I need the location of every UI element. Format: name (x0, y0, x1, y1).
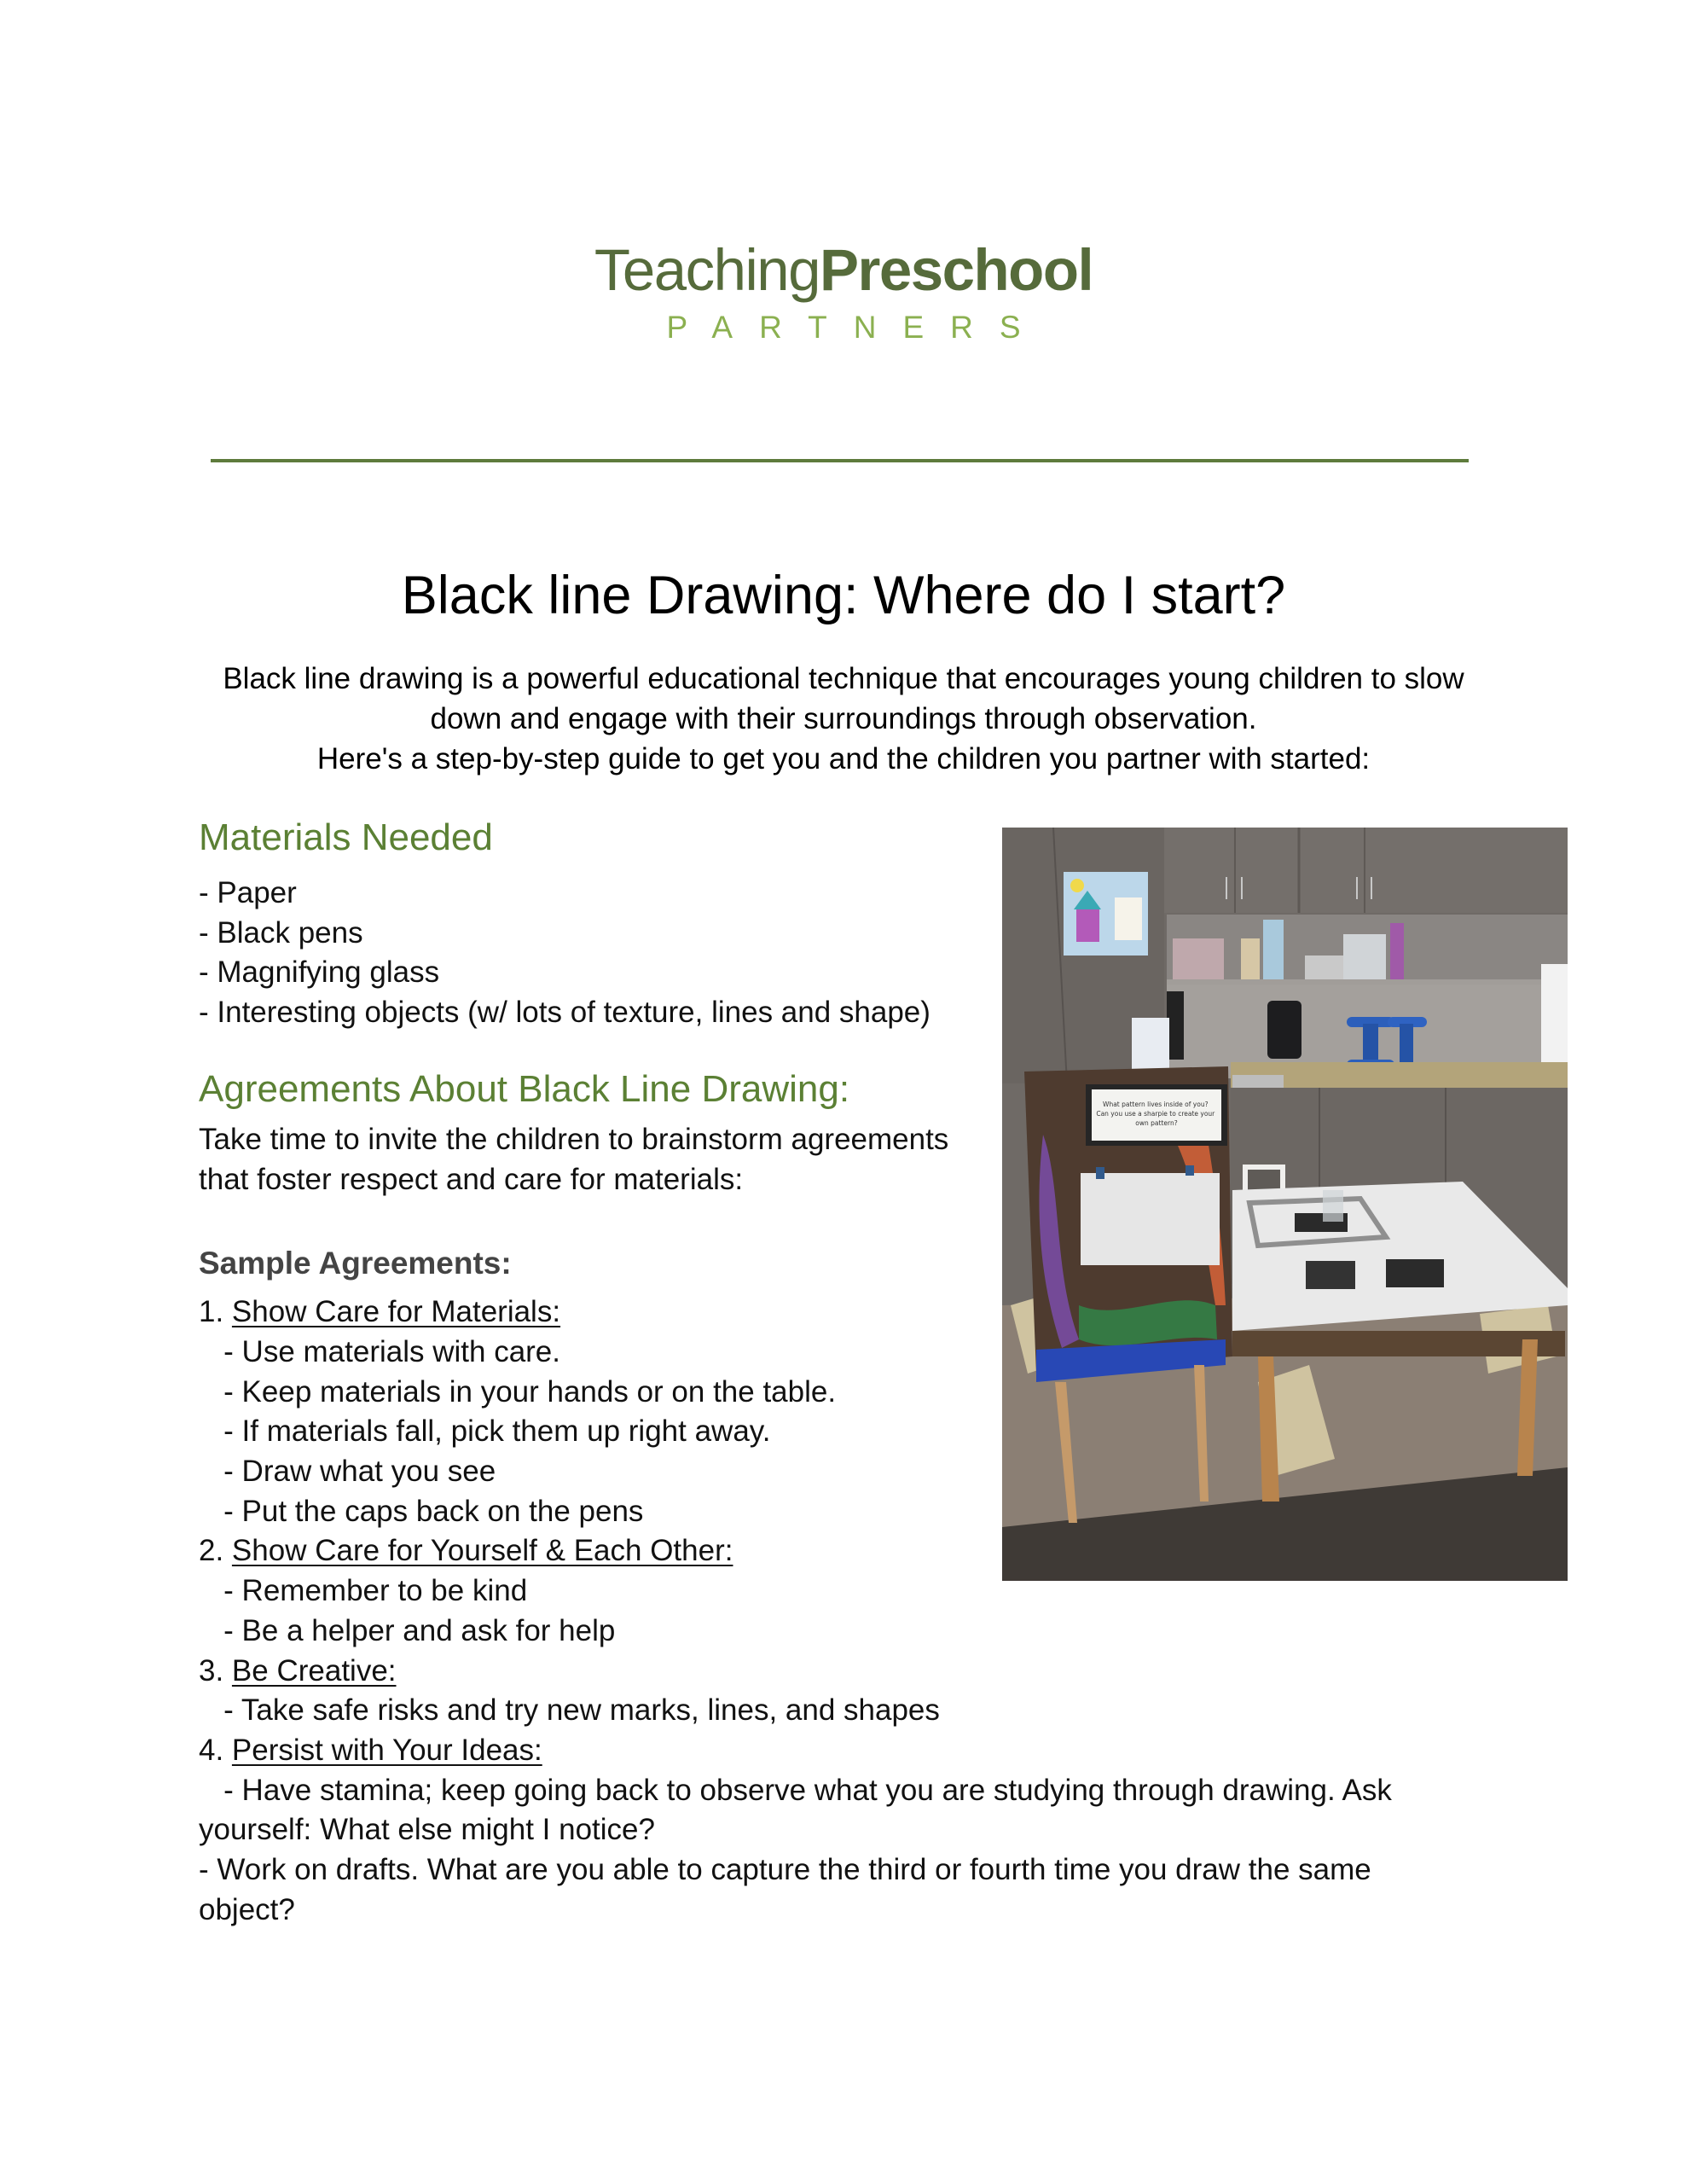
agreement-item: - Have stamina; keep going back to observe what you are studying through drawing. Ask (199, 1773, 1392, 1807)
classroom-photo-illustration (1002, 828, 1568, 1581)
agreement-item: - If materials fall, pick them up right away. (199, 1414, 771, 1449)
page-title: Black line Drawing: Where do I start? (401, 566, 1286, 625)
agreement-title-text: Persist with Your Ideas: (231, 1733, 542, 1767)
agreement-item: - Remember to be kind (199, 1574, 528, 1608)
intro-line: down and engage with their surroundings through observation. (430, 702, 1257, 735)
agreement-item: - Work on drafts. What are you able to capture the third or fourth time you draw the same (199, 1853, 1371, 1887)
easel-sign-text: What pattern lives inside of you? Can you use a sharpie to create your own pattern? (1096, 1101, 1215, 1127)
agreement-item: yourself: What else might I notice? (199, 1813, 655, 1847)
list-item: - Magnifying glass (199, 956, 440, 990)
agreement-title: 4. Persist with Your Ideas: (199, 1733, 542, 1767)
agreement-item: - Be a helper and ask for help (199, 1613, 616, 1647)
intro-paragraph (171, 659, 1516, 779)
intro-line: Black line drawing is a powerful educational technique that encourages young children to slow (223, 662, 1464, 695)
list-item: - Interesting objects (w/ lots of texture, lines and shape) (199, 996, 930, 1030)
logo-subtitle: PARTNERS (666, 310, 1047, 345)
agreement-item: - Keep materials in your hands or on the table. (199, 1374, 837, 1409)
agreement-item: - Take safe risks and try new marks, lines, and shapes (199, 1693, 940, 1728)
paragraph-line: that foster respect and care for materials: (199, 1162, 744, 1196)
logo-wordmark (0, 237, 1687, 303)
agreement-title-text: Show Care for Yourself & Each Other: (231, 1534, 733, 1568)
agreements-heading: Agreements About Black Line Drawing: (199, 1067, 850, 1110)
classroom-photo (1002, 828, 1568, 1581)
logo-light-text: Teaching (594, 237, 820, 303)
header-divider (211, 459, 1469, 462)
agreement-item: - Draw what you see (199, 1455, 496, 1489)
list-item: - Paper (199, 876, 297, 909)
agreement-title: 3. Be Creative: (199, 1653, 397, 1687)
intro-line: Here's a step-by-step guide to get you and the children you partner with started: (316, 742, 1371, 775)
agreement-item: - Use materials with care. (199, 1334, 560, 1368)
agreement-item: - Put the caps back on the pens (199, 1494, 644, 1528)
paragraph-line: Take time to invite the children to brainstorm agreements (199, 1122, 949, 1156)
logo (0, 237, 1687, 345)
materials-heading: Materials Needed (199, 816, 493, 858)
agreement-item: object? (199, 1892, 295, 1926)
logo-bold-text: Preschool (820, 237, 1093, 303)
agreement-title: 1. Show Care for Materials: (199, 1295, 561, 1329)
agreement-title-text: Be Creative: (231, 1653, 397, 1687)
agreement-title-text: Show Care for Materials: (231, 1295, 561, 1329)
list-item: - Black pens (199, 915, 363, 950)
agreement-title: 2. Show Care for Yourself & Each Other: (199, 1534, 733, 1568)
sample-agreements-heading: Sample Agreements: (199, 1246, 512, 1281)
